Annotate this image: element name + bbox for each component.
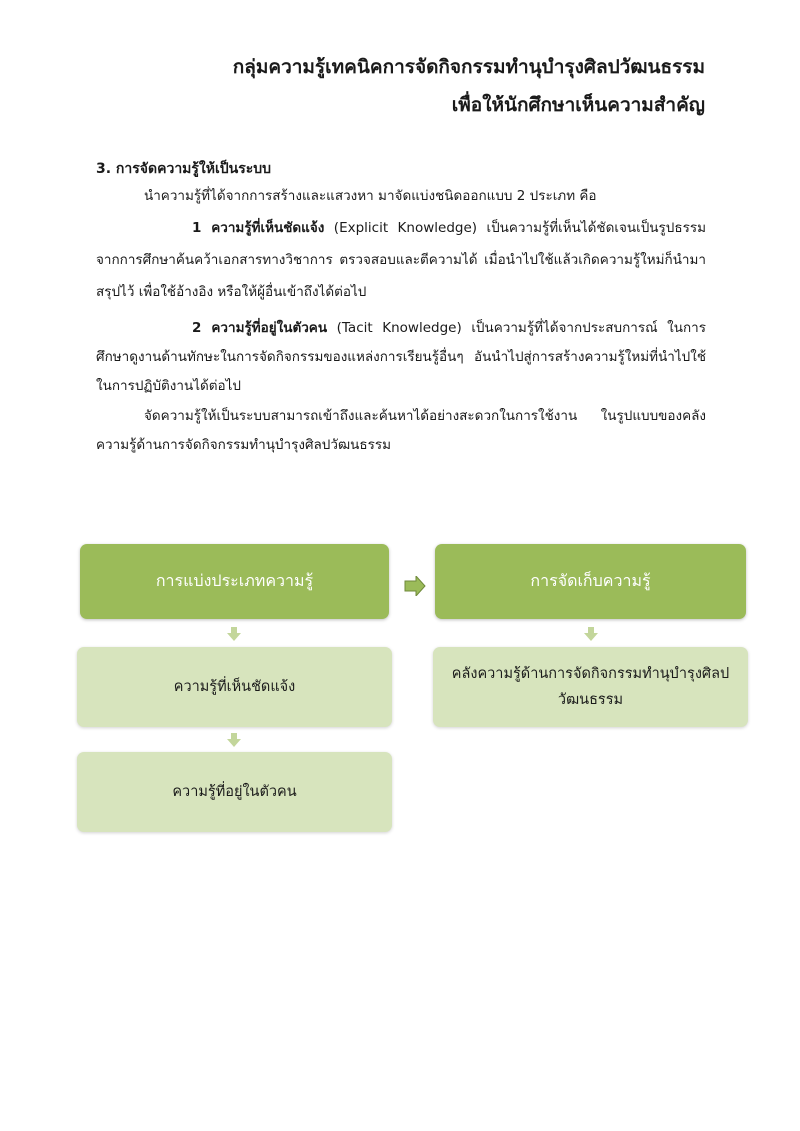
arrow-down-icon [227, 627, 241, 641]
diagram-tacit-box [77, 752, 392, 832]
tacit-paragraph [96, 314, 706, 401]
arrow-right-icon [404, 576, 426, 596]
diagram-store-label: การจัดเก็บความรู้ [530, 571, 651, 590]
intro-text: นำความรู้ที่ได้จากการสร้างและแสวงหา มาจัดแบ่งชนิดออกแบบ 2 ประเภท คือ [144, 188, 597, 204]
tacit-text: เป็นความรู้ที่ได้จากประสบการณ์ ในการศึกษาดูงานด้านทักษะในการจัดกิจกรรมของแหล่งการเรียนรู้อื่นๆ อันนำไปสู่การสร้างความรู้ใหม่ที่นำไปใช้ในการปฏิบัติงานได้ต่อไป [96, 320, 706, 394]
diagram-explicit-box [77, 647, 392, 727]
explicit-english: (Explicit Knowledge) [333, 220, 478, 236]
diagram-classify-label: การแบ่งประเภทความรู้ [155, 571, 314, 590]
diagram-repository-label: คลังความรู้ด้านการจัดกิจกรรมทำนุบำรุงศิลปวัฒนธรรม [451, 666, 730, 708]
page-title-line-2: เพื่อให้นักศึกษาเห็นความสำคัญ [451, 94, 705, 116]
diagram-classify-box [80, 544, 389, 619]
explicit-paragraph [96, 212, 706, 308]
tacit-english: (Tacit Knowledge) [336, 320, 462, 336]
intro-paragraph [96, 180, 706, 212]
diagram-repository-box [433, 647, 748, 727]
organize-text: จัดความรู้ให้เป็นระบบสามารถเข้าถึงและค้นหาได้อย่างสะดวกในการใช้งาน ในรูปแบบของคลังความรู้ด้านการจัดกิจกรรมทำนุบำรุงศิลปวัฒนธรรม [96, 408, 706, 453]
explicit-term: 1 ความรู้ที่เห็นชัดแจ้ง [192, 220, 325, 236]
tacit-term: 2 ความรู้ที่อยู่ในตัวคน [192, 320, 328, 336]
page-title-line-1: กลุ่มความรู้เทคนิคการจัดกิจกรรมทำนุบำรุงศิลปวัฒนธรรม [232, 56, 705, 78]
diagram-store-box [435, 544, 746, 619]
arrow-down-icon [584, 627, 598, 641]
section-heading: 3. การจัดความรู้ให้เป็นระบบ [96, 161, 272, 177]
organize-paragraph [96, 402, 706, 460]
diagram-tacit-label: ความรู้ที่อยู่ในตัวคน [172, 784, 297, 800]
diagram-explicit-label: ความรู้ที่เห็นชัดแจ้ง [173, 679, 296, 695]
explicit-text: เป็นความรู้ที่เห็นได้ชัดเจนเป็นรูปธรรมจากการศึกษาค้นคว้าเอกสารทางวิชาการ ตรวจสอบและตีความได้ เมื่อนำไปใช้แล้วเกิดความรู้ใหม่ก็นำมาสรุปไว้ เพื่อใช้อ้างอิง หรือให้ผู้อื่นเข้าถึงได้ต่อไป [96, 220, 706, 300]
arrow-down-icon [227, 733, 241, 747]
